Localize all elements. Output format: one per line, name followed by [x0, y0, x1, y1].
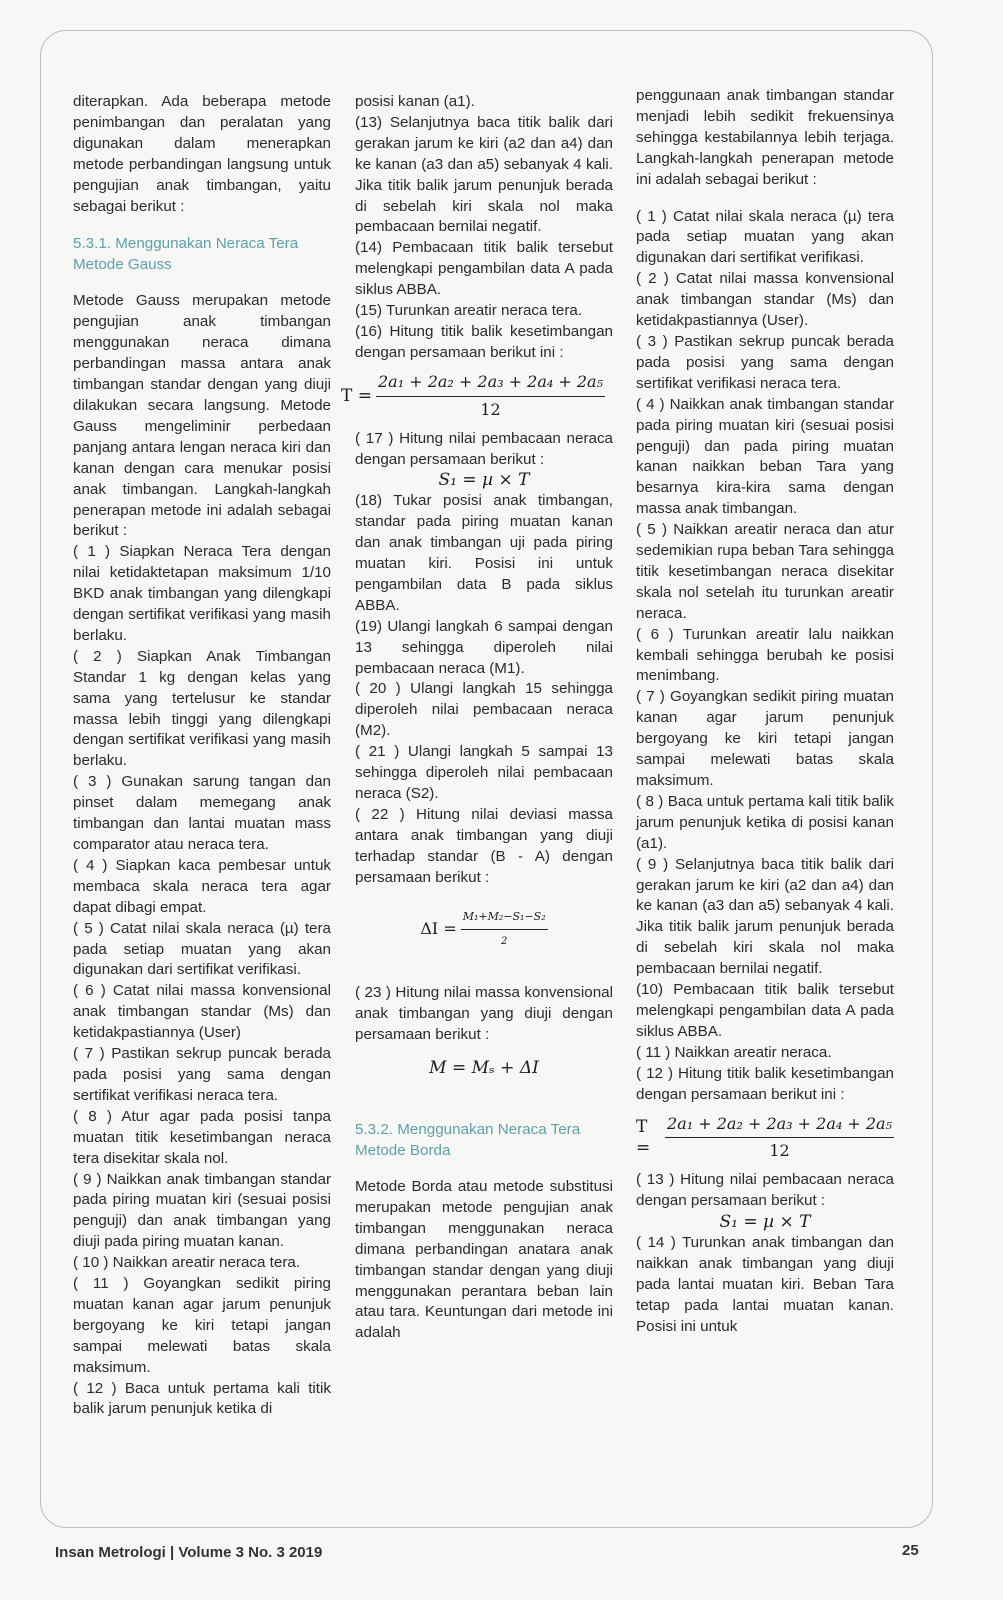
list-item: ( 5 ) Catat nilai skala neraca (µ) tera pada setiap muatan yang akan digunakan dari sertifikat verifikasi.	[73, 919, 331, 979]
borda-description: Metode Borda atau metode substitusi merupakan metode pengujian anak timbangan menggunakan neraca dimana perbandingan anatara anak timbangan standar dengan yang diuji menggunakan perantara beban lain atau tara. Keuntungan dari metode ini adalah	[355, 1177, 613, 1342]
list-item: (19) Ulangi langkah 6 sampai dengan 13 sehingga diperoleh nilai pembacaan neraca (M1).	[355, 617, 613, 677]
page-number: 25	[902, 1542, 919, 1559]
list-item: ( 22 ) Hitung nilai deviasi massa antara anak timbangan yang diuji terhadap standar (B - A) dengan persamaan berikut :	[355, 805, 613, 886]
formula-t	[636, 1114, 894, 1163]
section-heading-gauss: 5.3.1. Menggunakan Neraca Tera Metode Gauss	[73, 235, 299, 274]
formula-numerator: M₁+M₂−S₁−S₂	[461, 907, 548, 931]
column-3	[636, 86, 894, 1338]
list-item: ( 2 ) Siapkan Anak Timbangan Standar 1 kg dengan kelas yang sama yang tertelusur ke standar massa lebih tinggi yang dilengkapi dengan sertifikat verifikasi yang masih berlaku.	[73, 647, 331, 770]
list-item: ( 3 ) Pastikan sekrup puncak berada pada posisi yang sama dengan sertifikat verifikasi neraca tera.	[636, 332, 894, 392]
list-item: ( 21 ) Ulangi langkah 5 sampai 13 sehingga diperoleh nilai pembacaan neraca (S2).	[355, 743, 613, 802]
list-item: ( 6 ) Turunkan areatir lalu naikkan kembali sehingga berubah ke posisi menimbang.	[636, 625, 894, 685]
column-1	[73, 92, 331, 1420]
formula-delta	[355, 907, 613, 954]
list-item: ( 9 ) Selanjutnya baca titik balik dari gerakan jarum ke kiri (a2 dan a4) dan ke kanan (a3 dan a5) sebanyak 4 kali. Jika titik balik jarum penunjuk berada di sebelah kiri skala nol maka pembacaan bernilai negatif.	[636, 855, 894, 978]
list-item: ( 11 ) Goyangkan sedikit piring muatan kanan agar jarum penunjuk bergoyang ke kiri tetapi jangan sampai melewati batas skala maksimum.	[73, 1275, 331, 1376]
list-item: ( 8 ) Baca untuk pertama kali titik balik jarum penunjuk ketika di posisi kanan (a1).	[636, 792, 894, 852]
list-item: ( 1 ) Catat nilai skala neraca (µ) tera pada setiap muatan yang akan digunakan dari sertifikat verifikasi.	[636, 207, 894, 267]
list-item: ( 5 ) Naikkan areatir neraca dan atur sedemikian rupa beban Tara sehingga titik kesetimbangan neraca disekitar skala nol setelah itu turunkan areatir neraca.	[636, 521, 894, 622]
formula-denominator: 12	[480, 399, 501, 419]
list-item: (10) Pembacaan titik balik tersebut melengkapi pengambilan data A pada siklus ABBA.	[636, 981, 894, 1040]
list-item: ( 1 ) Siapkan Neraca Tera dengan nilai ketidaktetapan maksimum 1/10 BKD anak timbangan yang dilengkapi dengan sertifikat verifikasi yang masih berlaku.	[73, 543, 331, 644]
list-item: ( 7 ) Goyangkan sedikit piring muatan kanan agar jarum penunjuk bergoyang ke kiri tetapi jangan sampai melewati batas skala maksimum.	[636, 688, 894, 789]
formula-numerator: 2a₁ + 2a₂ + 2a₃ + 2a₄ + 2a₅	[665, 1114, 894, 1139]
formula-lhs: T =	[636, 1117, 651, 1158]
list-item: (13) Selanjutnya baca titik balik dari gerakan jarum ke kiri (a2 dan a4) dan ke kanan (a3 dan a5) sebanyak 4 kali. Jika titik balik jarum penunjuk berada di sebelah kiri skala nol maka pembacaan bernilai negatif.	[355, 113, 613, 236]
list-item: ( 2 ) Catat nilai massa konvensional anak timbangan standar (Ms) dan ketidakpastiannya (User).	[636, 270, 894, 330]
list-item: ( 11 ) Naikkan areatir neraca.	[636, 1043, 832, 1061]
list-item: (14) Pembacaan titik balik tersebut melengkapi pengambilan data A pada siklus ABBA.	[355, 239, 613, 299]
formula-s1: S₁ = µ × T	[438, 470, 530, 491]
list-item: ( 4 ) Naikkan anak timbangan standar pada piring muatan kiri (sesuai posisi penguji) dan pada piring muatan kanan naikkan beban Tara yang besarnya kira-kira sama dengan massa anak timbangan.	[636, 395, 894, 518]
list-item: ( 8 ) Atur agar pada posisi tanpa muatan titik kesetimbangan neraca tera disekitar skala nol.	[73, 1107, 331, 1167]
list-item: (15) Turunkan areatir neraca tera.	[355, 302, 583, 320]
intro-paragraph: penggunaan anak timbangan standar menjadi lebih sedikit frekuensinya sehingga kestabilannya lebih terjaga. Langkah-langkah penerapan metode ini adalah sebagai berikut :	[636, 87, 894, 188]
list-item: ( 14 ) Turunkan anak timbangan dan naikkan anak timbangan yang diuji pada lantai muatan kiri. Beban Tara tetap pada lantai muatan kanan. Posisi ini untuk	[636, 1234, 894, 1335]
section-heading-borda: 5.3.2. Menggunakan Neraca Tera Metode Borda	[355, 1120, 581, 1159]
list-item: (18) Tukar posisi anak timbangan, standar pada piring muatan kanan dan anak timbangan uji pada piring muatan kiri. Posisi ini untuk pengambilan data B pada siklus ABBA.	[355, 492, 613, 614]
formula-denominator: 12	[769, 1141, 790, 1161]
list-item: ( 13 ) Hitung nilai pembacaan neraca dengan persamaan berikut :	[636, 1171, 894, 1210]
list-item: ( 10 ) Naikkan areatir neraca tera.	[73, 1254, 301, 1272]
formula-lhs: T =	[341, 385, 372, 406]
formula-lhs: ΔI =	[420, 919, 457, 939]
list-item: ( 12 ) Baca untuk pertama kali titik balik jarum penunjuk ketika di	[73, 1379, 331, 1418]
column-2	[341, 92, 613, 1344]
formula-t	[341, 372, 613, 421]
list-item: ( 4 ) Siapkan kaca pembesar untuk membaca skala neraca tera agar dapat dibagi empat.	[73, 856, 331, 916]
list-item: ( 7 ) Pastikan sekrup puncak berada pada posisi yang sama dengan sertifikat verifikasi neraca tera.	[73, 1045, 331, 1104]
list-item: ( 12 ) Hitung titik balik kesetimbangan dengan persamaan berikut ini :	[636, 1064, 894, 1103]
formula-m: M = Mₛ + ΔI	[429, 1058, 539, 1079]
formula-s1: S₁ = µ × T	[719, 1212, 811, 1233]
list-item: ( 23 ) Hitung nilai massa konvensional anak timbangan yang diuji dengan persamaan berikut :	[355, 984, 613, 1044]
list-item: ( 6 ) Catat nilai massa konvensional anak timbangan standar (Ms) dan ketidakpastiannya (User)	[73, 982, 331, 1042]
list-item: ( 17 ) Hitung nilai pembacaan neraca dengan persamaan berikut :	[355, 429, 613, 468]
list-item: ( 3 ) Gunakan sarung tangan dan pinset dalam memegang anak timbangan dan lantai muatan mass comparator atau neraca tera.	[73, 773, 331, 853]
list-item: ( 9 ) Naikkan anak timbangan standar pada piring muatan kiri (sesuai posisi penguji) dan anak timbangan yang diuji pada piring muatan kanan.	[73, 1170, 331, 1251]
gauss-description: Metode Gauss merupakan metode pengujian anak timbangan menggunakan neraca dimana perbandingan massa antara anak timbangan standar dengan yang diuji dilakukan secara langsung. Metode Gauss mengeliminir perbedaan panjang antara lengan neraca kiri dan kanan dengan cara menukar posisi anak timbangan. Langkah-langkah penerapan metode ini adalah sebagai berikut :	[73, 292, 331, 540]
formula-numerator: 2a₁ + 2a₂ + 2a₃ + 2a₄ + 2a₅	[376, 372, 605, 397]
list-item: ( 20 ) Ulangi langkah 15 sehingga diperoleh nilai pembacaan neraca (M2).	[355, 680, 613, 740]
intro-paragraph: diterapkan. Ada beberapa metode penimbangan dan peralatan yang digunakan dalam menerapkan metode perbandingan langsung untuk pengujian anak timbangan, yaitu sebagai berikut :	[73, 93, 331, 215]
list-item: posisi kanan (a1).	[355, 93, 475, 110]
formula-denominator: 2	[500, 936, 508, 948]
list-item: (16) Hitung titik balik kesetimbangan dengan persamaan berikut ini :	[355, 322, 613, 361]
journal-footer: Insan Metrologi | Volume 3 No. 3 2019	[55, 1544, 323, 1561]
